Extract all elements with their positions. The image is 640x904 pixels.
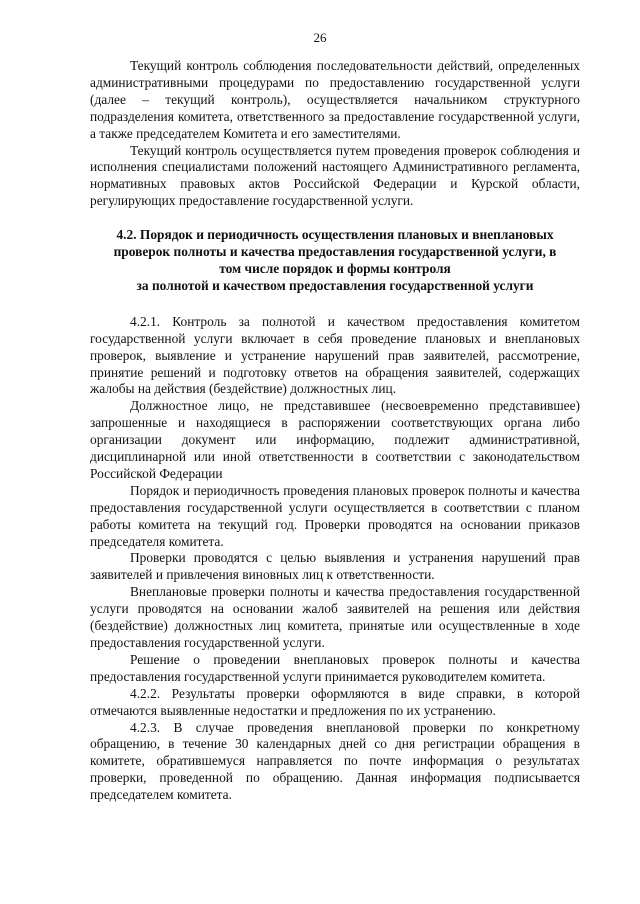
page-number: 26 — [313, 30, 327, 45]
paragraph: Порядок и периодичность проведения плановых проверок полноты и качества предоставления государственной услуги осуществляется в соответствии с планом работы комитета на текущий год. Проверки проводятся на основании приказов председателя комитета. — [90, 482, 580, 549]
paragraph: 4.2.3. В случае проведения внеплановой проверки по конкретному обращению, в течение 30 календарных дней со дня регистрации обращения в комитете, обратившемуся направляется по почте информация о результатах проверки, проведенной по обращению. Данная информация подписывается председателем комитета. — [90, 719, 580, 803]
paragraph: Должностное лицо, не представившее (несвоевременно представившее) запрошенные и находящиеся в распоряжении соответствующих органа либо организации документ или информацию, подлежит административной, дисциплинарной или иной ответственности в соответствии с законодательством Российской Федерации — [90, 398, 580, 481]
paragraph: Текущий контроль соблюдения последовательности действий, определенных административными процедурами по предоставлению государственной услуги (далее – текущий контроль), осуществляется начальником структурного подразделения комитета, ответственного за предоставление государственной услуги, а также председателем Комитета и его заместителями. — [90, 58, 580, 141]
paragraph: Решение о проведении внеплановых проверок полноты и качества предоставления государственной услуги принимается руководителем комитета. — [90, 651, 580, 684]
paragraph: Проверки проводятся с целью выявления и устранения нарушений прав заявителей и привлечения виновных лиц к ответственности. — [90, 550, 580, 583]
section-heading-line: проверок полноты и качества предоставления государственной услуги, в — [113, 244, 557, 260]
paragraph: Внеплановые проверки полноты и качества предоставления государственной услуги проводятся на основании жалоб заявителей на решения или действия (бездействие) должностных лиц комитета, принятые или осуществленные в ходе предоставления государственной услуги. — [90, 584, 580, 650]
section-heading-line: 4.2. Порядок и периодичность осуществления плановых и внеплановых — [116, 227, 554, 243]
section-heading-line: за полнотой и качеством предоставления государственной услуги — [136, 277, 534, 293]
document-body — [90, 58, 580, 804]
section-heading-line: том числе порядок и формы контроля — [219, 260, 451, 276]
section-heading — [90, 227, 580, 295]
paragraph: 4.2.1. Контроль за полнотой и качеством предоставления комитетом государственной услуги включает в себя проведение плановых и внеплановых проверок, выявление и устранение нарушений прав заявителей, рассмотрение, принятие решений и подготовку ответов на обращения заявителей, содержащих жалобы на действия (бездействие) должностных лиц. — [90, 313, 580, 397]
paragraph: Текущий контроль осуществляется путем проведения проверок соблюдения и исполнения специалистами положений настоящего Административного регламента, нормативных правовых актов Российской Федерации и Курской области, регулирующих предоставление государственной услуги. — [90, 142, 580, 209]
paragraph: 4.2.2. Результаты проверки оформляются в виде справки, в которой отмечаются выявленные недостатки и предложения по их устранению. — [90, 685, 580, 718]
